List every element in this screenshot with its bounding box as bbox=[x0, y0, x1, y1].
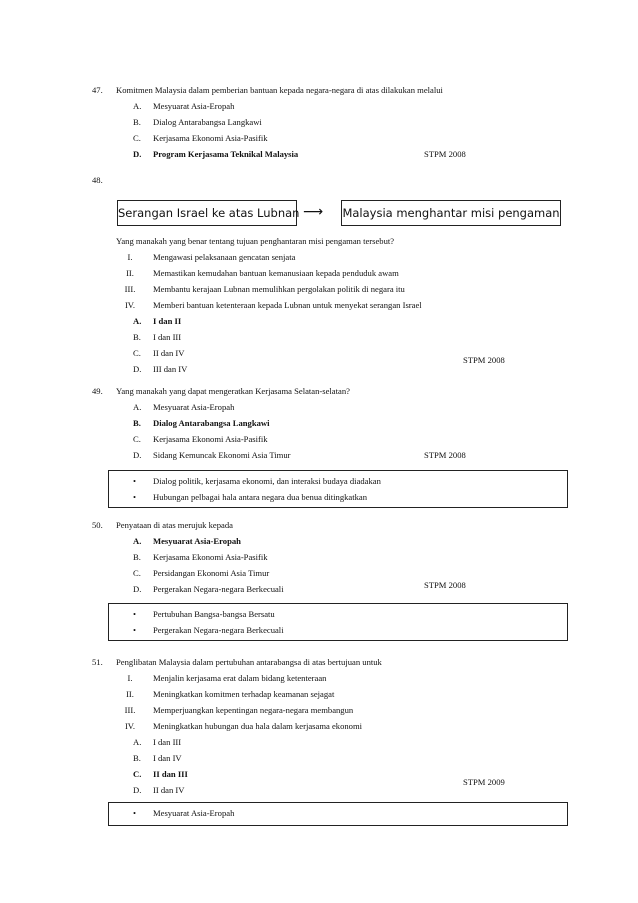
option-c: C. II dan IV bbox=[133, 348, 185, 358]
bullet-icon: • bbox=[133, 492, 137, 502]
option-a-correct: A. Mesyuarat Asia-Eropah bbox=[133, 536, 241, 546]
source-label: STPM 2009 bbox=[463, 777, 505, 787]
source-label: STPM 2008 bbox=[424, 149, 466, 159]
box-item: • Hubungan pelbagai hala antara negara dua benua ditingkatkan bbox=[133, 492, 368, 502]
question-number: 47. bbox=[92, 85, 103, 95]
question-51 bbox=[92, 657, 382, 667]
question-50 bbox=[92, 520, 233, 530]
option-c: C. Kerjasama Ekonomi Asia-Pasifik bbox=[133, 434, 268, 444]
question-text: Yang manakah yang benar tentang tujuan penghantaran misi pengaman tersebut? bbox=[116, 236, 395, 246]
option-a: A. Mesyuarat Asia-Eropah bbox=[133, 101, 235, 111]
option-d: D. Pergerakan Negara-negara Berkecuali bbox=[133, 584, 284, 594]
source-label: STPM 2008 bbox=[463, 355, 505, 365]
option-d: D. Sidang Kemuncak Ekonomi Asia Timur bbox=[133, 450, 291, 460]
option-b: B. I dan III bbox=[133, 332, 182, 342]
source-label: STPM 2008 bbox=[424, 450, 466, 460]
box-item: • Dialog politik, kerjasama ekonomi, dan interaksi budaya diadakan bbox=[133, 476, 381, 486]
question-47 bbox=[92, 85, 443, 95]
bullet-icon: • bbox=[133, 609, 137, 619]
question-49 bbox=[92, 386, 350, 396]
bullet-icon: • bbox=[133, 476, 137, 486]
bullet-icon: • bbox=[133, 808, 137, 818]
option-a-correct: A. I dan II bbox=[133, 316, 182, 326]
option-c: C. Kerjasama Ekonomi Asia-Pasifik bbox=[133, 133, 268, 143]
flow-box-right: Malaysia menghantar misi pengaman bbox=[341, 200, 561, 226]
box-item: • Pertubuhan Bangsa-bangsa Bersatu bbox=[133, 609, 275, 619]
option-c: C. Persidangan Ekonomi Asia Timur bbox=[133, 568, 270, 578]
source-label: STPM 2008 bbox=[424, 580, 466, 590]
bullet-icon: • bbox=[133, 625, 137, 635]
option-a: A. Mesyuarat Asia-Eropah bbox=[133, 402, 235, 412]
question-text: Penyataan di atas merujuk kepada bbox=[116, 520, 233, 530]
question-number: 50. bbox=[92, 520, 103, 530]
box-item: • Pergerakan Negara-negara Berkecuali bbox=[133, 625, 284, 635]
arrow-right-icon: ⟶ bbox=[303, 204, 324, 220]
option-b-correct: B. Dialog Antarabangsa Langkawi bbox=[133, 418, 270, 428]
option-b: B. Kerjasama Ekonomi Asia-Pasifik bbox=[133, 552, 268, 562]
option-c-correct: C. II dan III bbox=[133, 769, 188, 779]
option-b: B. I dan IV bbox=[133, 753, 182, 763]
option-a: A. I dan III bbox=[133, 737, 182, 747]
option-b: B. Dialog Antarabangsa Langkawi bbox=[133, 117, 262, 127]
question-number: 48. bbox=[92, 175, 103, 185]
question-48 bbox=[92, 175, 116, 185]
option-d-correct: D. Program Kerjasama Teknikal Malaysia bbox=[133, 149, 299, 159]
question-text: Penglibatan Malaysia dalam pertubuhan antarabangsa di atas bertujuan untuk bbox=[116, 657, 382, 667]
question-number: 49. bbox=[92, 386, 103, 396]
option-d: D. III dan IV bbox=[133, 364, 188, 374]
question-text: Yang manakah yang dapat mengeratkan Kerjasama Selatan-selatan? bbox=[116, 386, 350, 396]
question-number: 51. bbox=[92, 657, 103, 667]
question-text: Komitmen Malaysia dalam pemberian bantuan kepada negara-negara di atas dilakukan melalui bbox=[116, 85, 443, 95]
option-d: D. II dan IV bbox=[133, 785, 185, 795]
flow-box-left: Serangan Israel ke atas Lubnan bbox=[117, 200, 297, 226]
box-item: • Mesyuarat Asia-Eropah bbox=[133, 808, 235, 818]
